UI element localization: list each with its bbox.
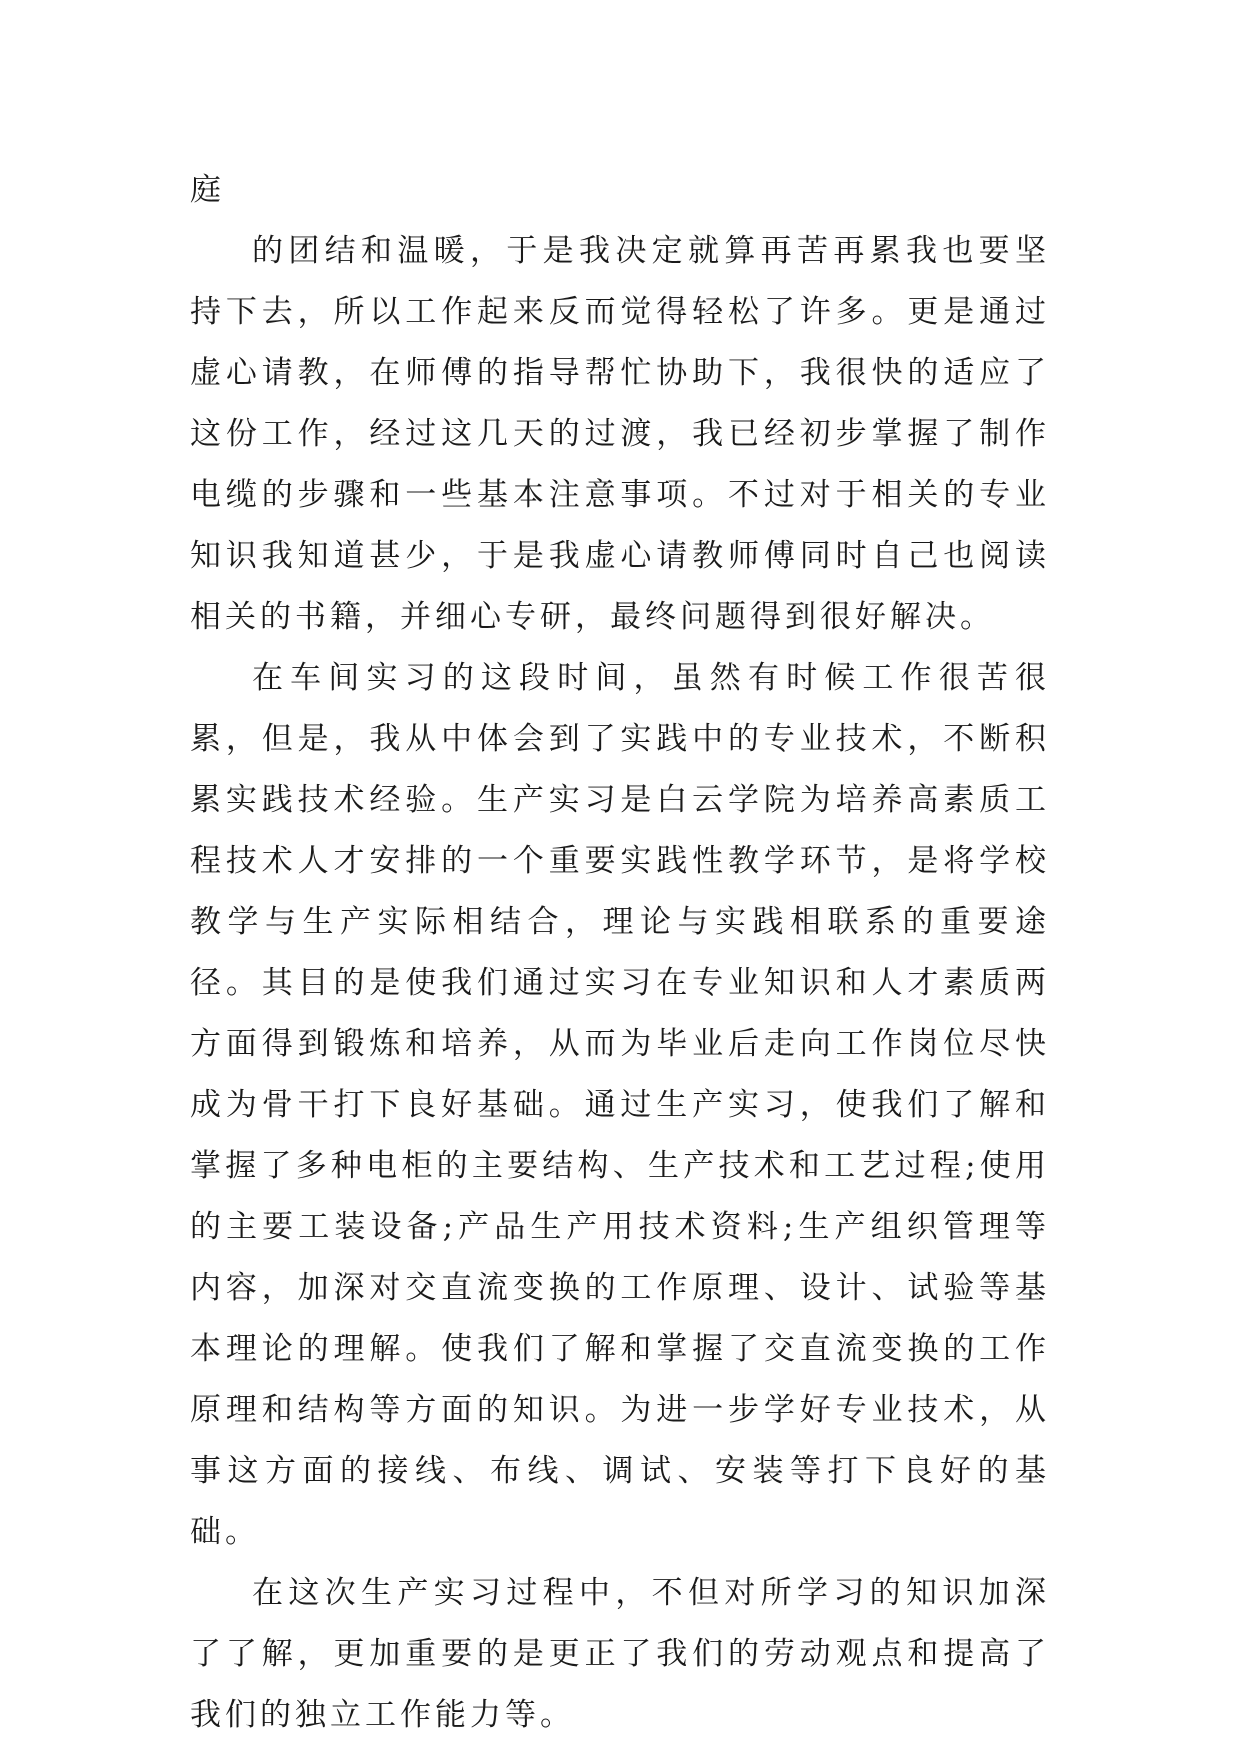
paragraph-2: 在车间实习的这段时间，虽然有时候工作很苦很累，但是，我从中体会到了实践中的专业技术，不断积累实践技术经验。生产实习是白云学院为培养高素质工程技术人才安排的一个重要实践性教学环节，是将学校教学与生产实际相结合，理论与实践相联系的重要途径。其目的是使我们通过实习在专业知识和人才素质两方面得到锻炼和培养，从而为毕业后走向工作岗位尽快成为骨干打下良好基础。通过生产实习，使我们了解和掌握了多种电柜的主要结构、生产技术和工艺过程;使用的主要工装设备;产品生产用技术资料;生产组织管理等内容，加深对交直流变换的工作原理、设计、试验等基本理论的理解。使我们了解和掌握了交直流变换的工作原理和结构等方面的知识。为进一步学好专业技术，从事这方面的接线、布线、调试、安装等打下良好的基础。 — [190, 660, 1050, 1550]
document-body — [190, 160, 1050, 1746]
paragraph-3: 在这次生产实习过程中，不但对所学习的知识加深了了解，更加重要的是更正了我们的劳动观点和提高了我们的独立工作能力等。 — [190, 1575, 1050, 1733]
paragraph-1: 的团结和温暖，于是我决定就算再苦再累我也要坚持下去，所以工作起来反而觉得轻松了许多。更是通过虚心请教，在师傅的指导帮忙协助下，我很快的适应了这份工作，经过这几天的过渡，我已经初步掌握了制作电缆的步骤和一些基本注意事项。不过对于相关的专业知识我知道甚少，于是我虚心请教师傅同时自己也阅读相关的书籍，并细心专研，最终问题得到很好解决。 — [190, 233, 1050, 635]
paragraph-fragment: 庭 — [190, 172, 225, 208]
